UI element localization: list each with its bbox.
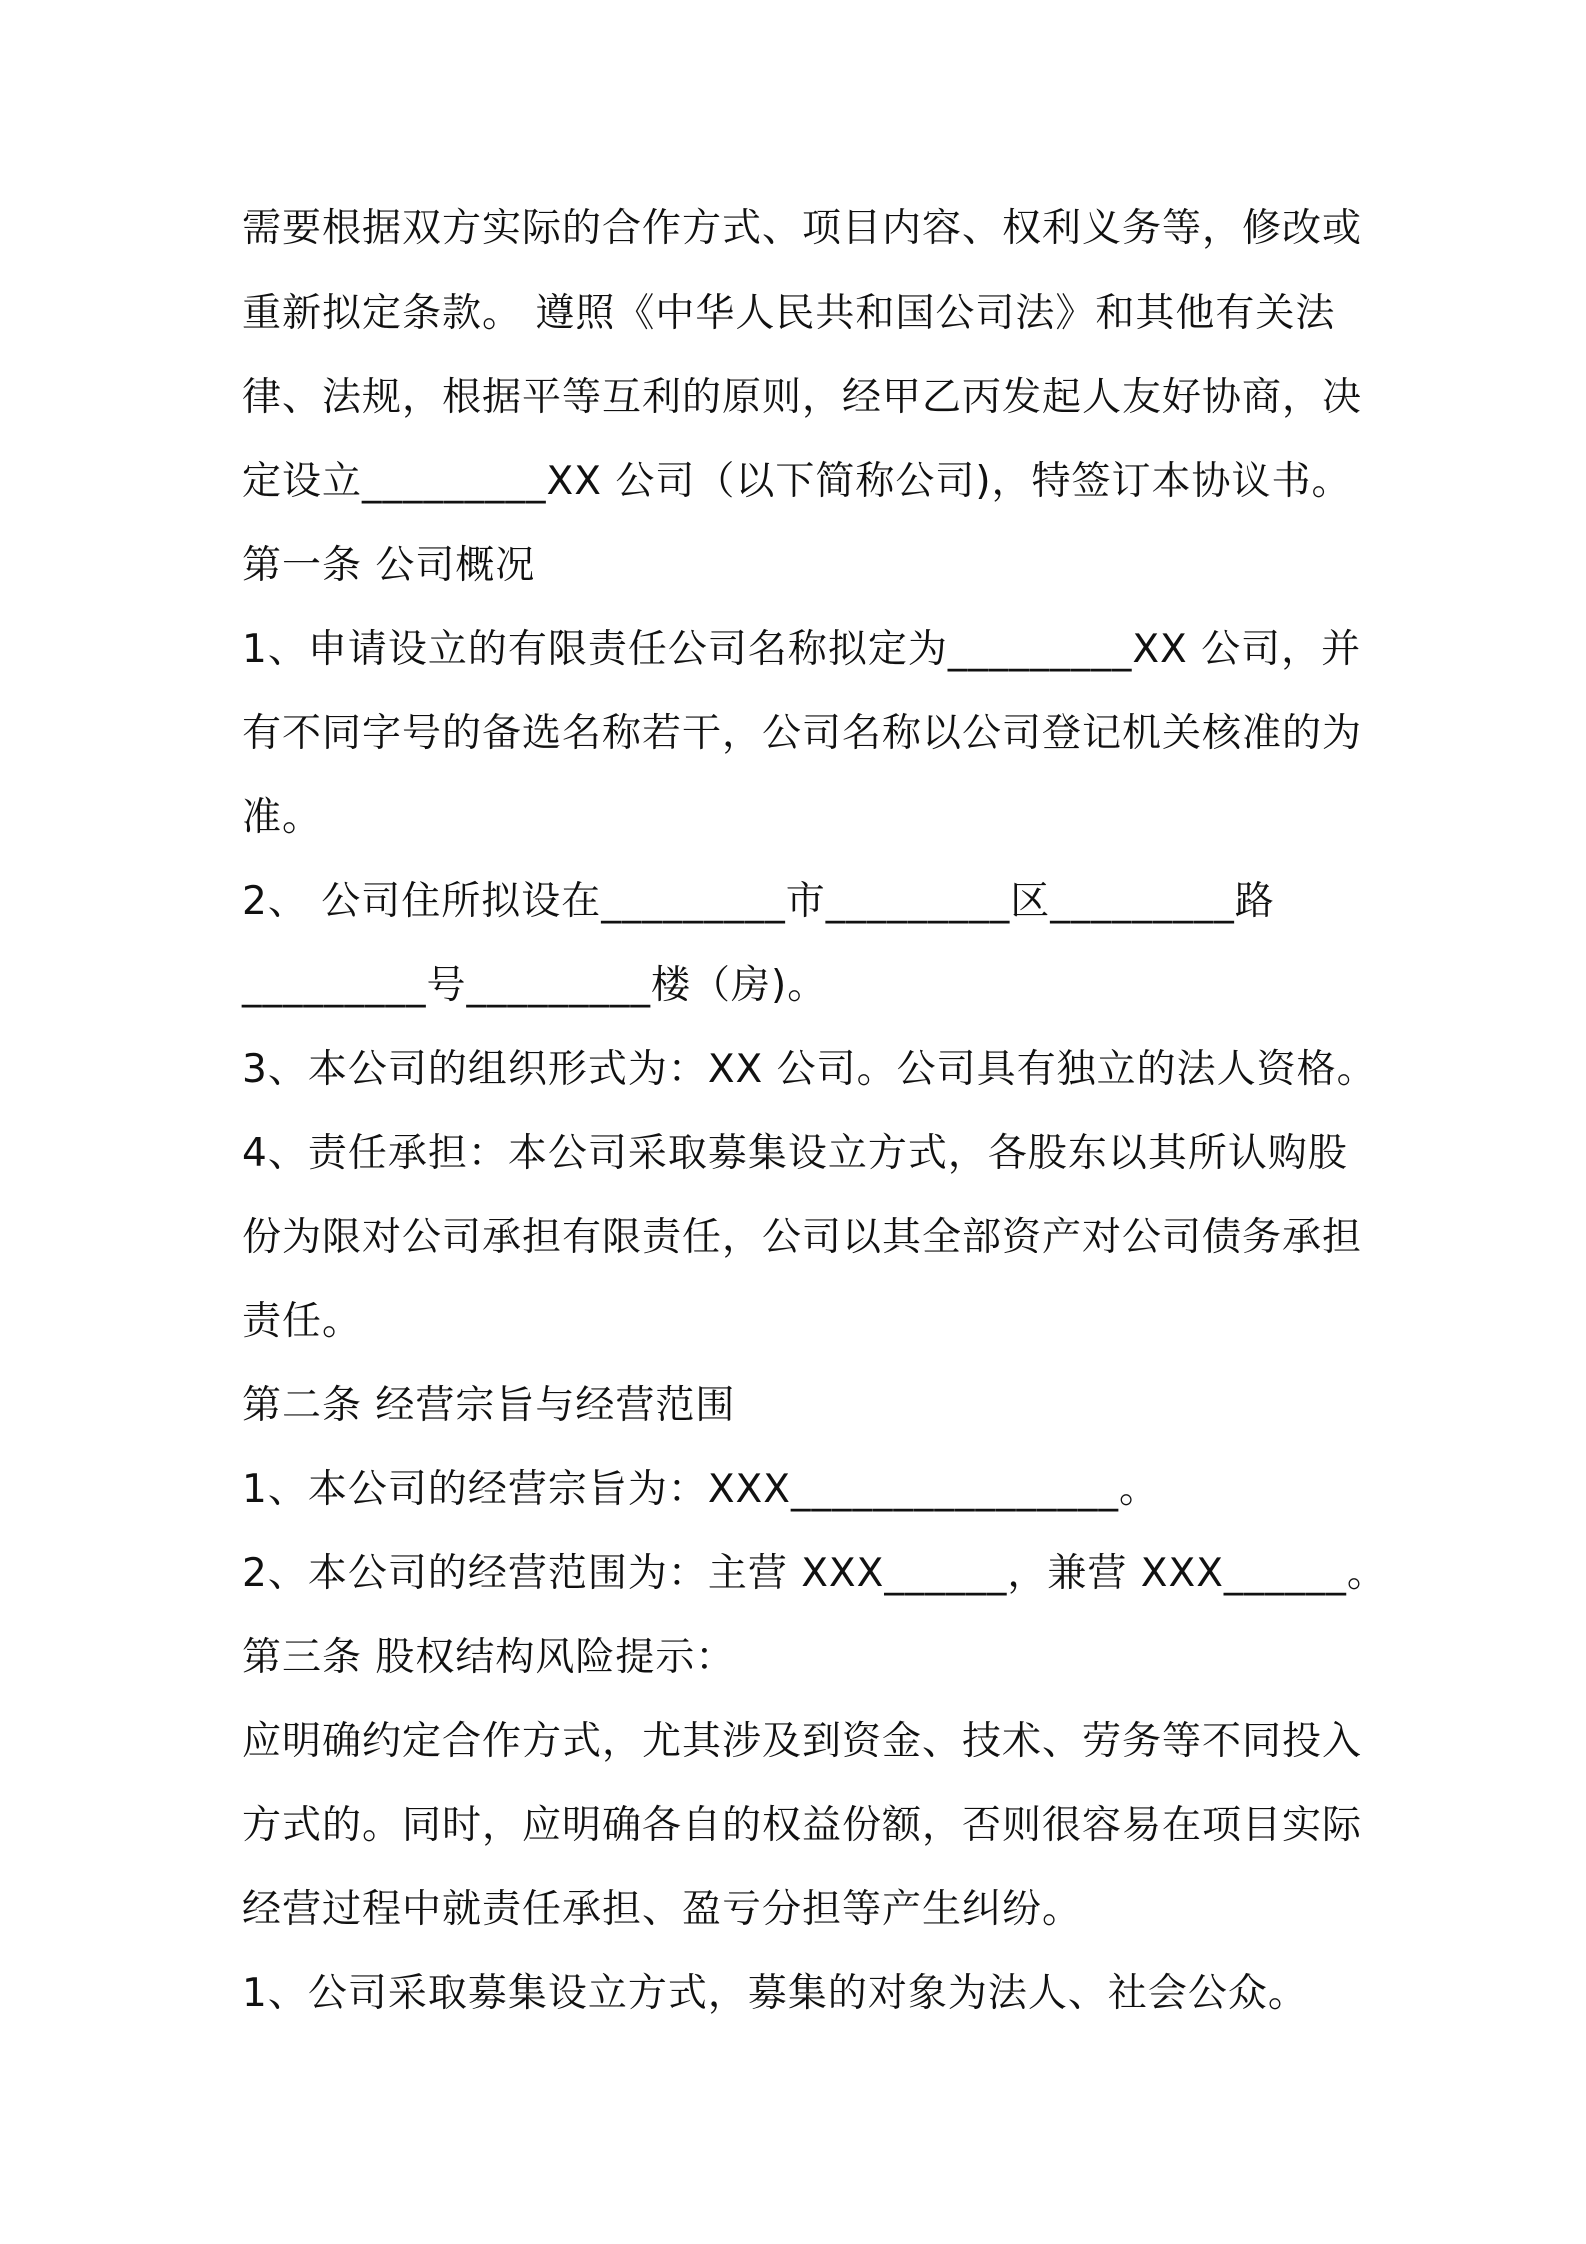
text-line: 4、责任承担：本公司采取募集设立方式，各股东以其所认购股: [242, 1131, 1348, 1176]
text-line: 应明确约定合作方式，尤其涉及到资金、技术、劳务等不同投入: [242, 1719, 1363, 1764]
text-line: 定设立_________XX 公司（以下简称公司)，特签订本协议书。: [242, 459, 1352, 504]
text-line: 1、申请设立的有限责任公司名称拟定为_________XX 公司，并: [242, 627, 1362, 672]
section-heading-2: 第二条 经营宗旨与经营范围: [242, 1383, 736, 1428]
text-line: 2、 公司住所拟设在_________市_________区_________路: [242, 879, 1275, 924]
text-line: 需要根据双方实际的合作方式、项目内容、权利义务等，修改或: [242, 206, 1363, 251]
text-line: 3、本公司的组织形式为：XX 公司。公司具有独立的法人资格。: [242, 1047, 1377, 1092]
text-line: 1、本公司的经营宗旨为：XXX________________。: [242, 1467, 1159, 1512]
text-line: 准。: [242, 795, 323, 840]
text-line: 1、公司采取募集设立方式，募集的对象为法人、社会公众。: [242, 1971, 1308, 2016]
text-line: 份为限对公司承担有限责任，公司以其全部资产对公司债务承担: [242, 1215, 1363, 1260]
text-line: 方式的。同时，应明确各自的权益份额，否则很容易在项目实际: [242, 1803, 1363, 1848]
text-line: 2、本公司的经营范围为：主营 XXX______，兼营 XXX______。: [242, 1551, 1387, 1596]
text-line: 重新拟定条款。 遵照《中华人民共和国公司法》和其他有关法: [242, 291, 1336, 336]
section-heading-1: 第一条 公司概况: [242, 543, 536, 588]
text-line: 律、法规，根据平等互利的原则，经甲乙丙发起人友好协商，决: [242, 375, 1363, 420]
text-line: 责任。: [242, 1299, 363, 1344]
text-line: 有不同字号的备选名称若干，公司名称以公司登记机关核准的为: [242, 711, 1363, 756]
text-line: _________号_________楼（房)。: [242, 963, 828, 1008]
section-heading-3: 第三条 股权结构风险提示：: [242, 1635, 736, 1680]
text-line: 经营过程中就责任承担、盈亏分担等产生纠纷。: [242, 1887, 1083, 1932]
